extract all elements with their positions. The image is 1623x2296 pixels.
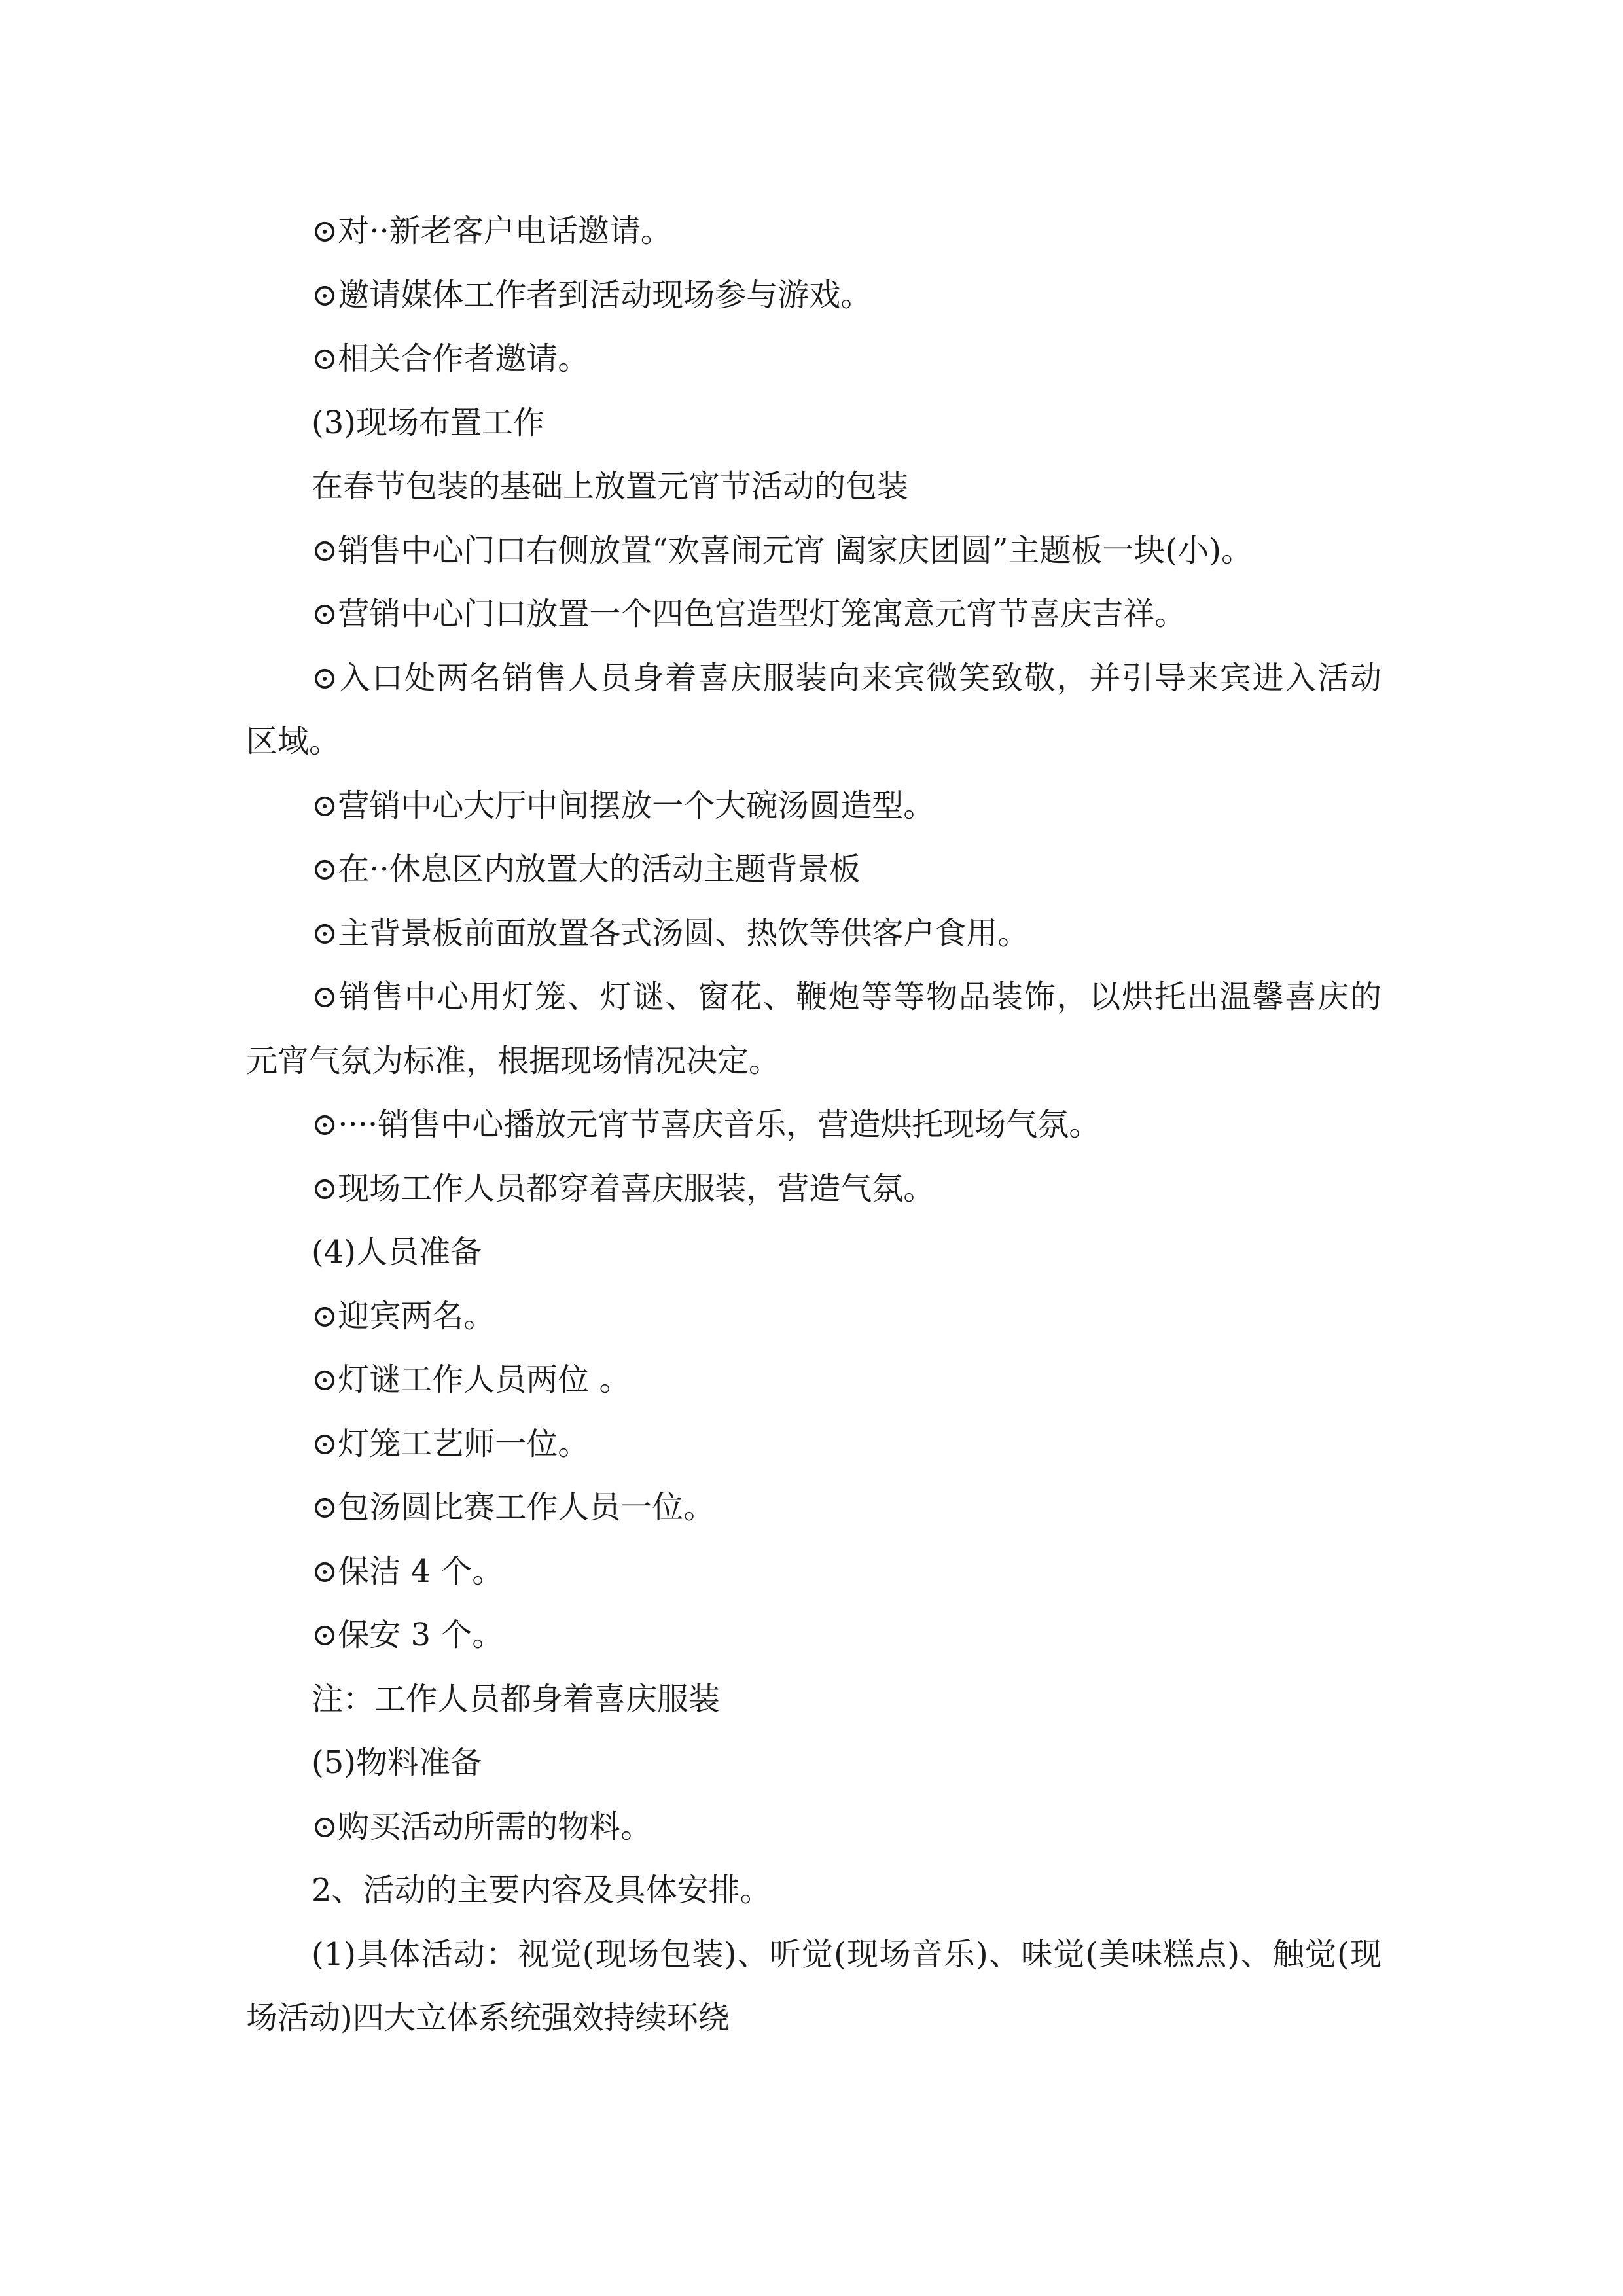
section-heading: (3)现场布置工作 (312, 404, 544, 441)
note-line: 注：工作人员都身着喜庆服装 (312, 1680, 721, 1717)
paragraph-line: ⊙购买活动所需的物料。 (312, 1808, 652, 1845)
section-heading: (5)物料准备 (312, 1744, 482, 1781)
paragraph-line: ⊙销售中心用灯笼、灯谜、窗花、鞭炮等等物品装饰，以烘托出温馨喜庆的 (312, 978, 1382, 1015)
paragraph-line: ⊙灯笼工艺师一位。 (312, 1425, 590, 1462)
paragraph-line: ⊙现场工作人员都穿着喜庆服装，营造气氛。 (312, 1170, 935, 1207)
paragraph-line: ⊙营销中心门口放置一个四色宫造型灯笼寓意元宵节喜庆吉祥。 (312, 596, 1186, 632)
paragraph-line: ⊙包汤圆比赛工作人员一位。 (312, 1489, 715, 1526)
paragraph-line: ⊙对··新老客户电话邀请。 (312, 213, 672, 249)
section-heading: 2、活动的主要内容及具体安排。 (312, 1872, 772, 1909)
document-body (246, 200, 1382, 2051)
paragraph-line: ⊙销售中心门口右侧放置“欢喜闹元宵 阖家庆团圆”主题板一块(小)。 (312, 531, 1253, 569)
paragraph-line: ⊙灯谜工作人员两位 。 (312, 1361, 631, 1398)
paragraph-line: ⊙入口处两名销售人员身着喜庆服装向来宾微笑致敬，并引导来宾进入活动 (312, 659, 1382, 696)
paragraph-line: ⊙保洁 4 个。 (312, 1552, 504, 1590)
paragraph-line-continued: 元宵气氛为标准，根据现场情况决定。 (246, 1042, 781, 1079)
paragraph-line: ⊙迎宾两名。 (312, 1297, 495, 1335)
paragraph-line: (1)具体活动：视觉(现场包装)、听觉(现场音乐)、味觉(美味糕点)、触觉(现 (312, 1935, 1382, 1973)
paragraph-line: ⊙保安 3 个。 (312, 1617, 504, 1653)
paragraph-line: 在春节包装的基础上放置元宵节活动的包装 (312, 468, 909, 505)
paragraph-line: ⊙在··休息区内放置大的活动主题背景板 (312, 851, 861, 888)
paragraph-line-continued: 场活动)四大立体系统强效持续环绕 (246, 2000, 730, 2036)
paragraph-line: ⊙营销中心大厅中间摆放一个大碗汤圆造型。 (312, 787, 935, 824)
paragraph-line: ⊙····销售中心播放元宵节喜庆音乐，营造烘托现场气氛。 (312, 1106, 1101, 1143)
paragraph-line: ⊙主背景板前面放置各式汤圆、热饮等供客户食用。 (312, 914, 1029, 952)
section-heading: (4)人员准备 (312, 1234, 482, 1270)
paragraph-line: ⊙邀请媒体工作者到活动现场参与游戏。 (312, 276, 872, 314)
paragraph-line-continued: 区域。 (246, 723, 341, 760)
paragraph-line: ⊙相关合作者邀请。 (312, 340, 590, 377)
